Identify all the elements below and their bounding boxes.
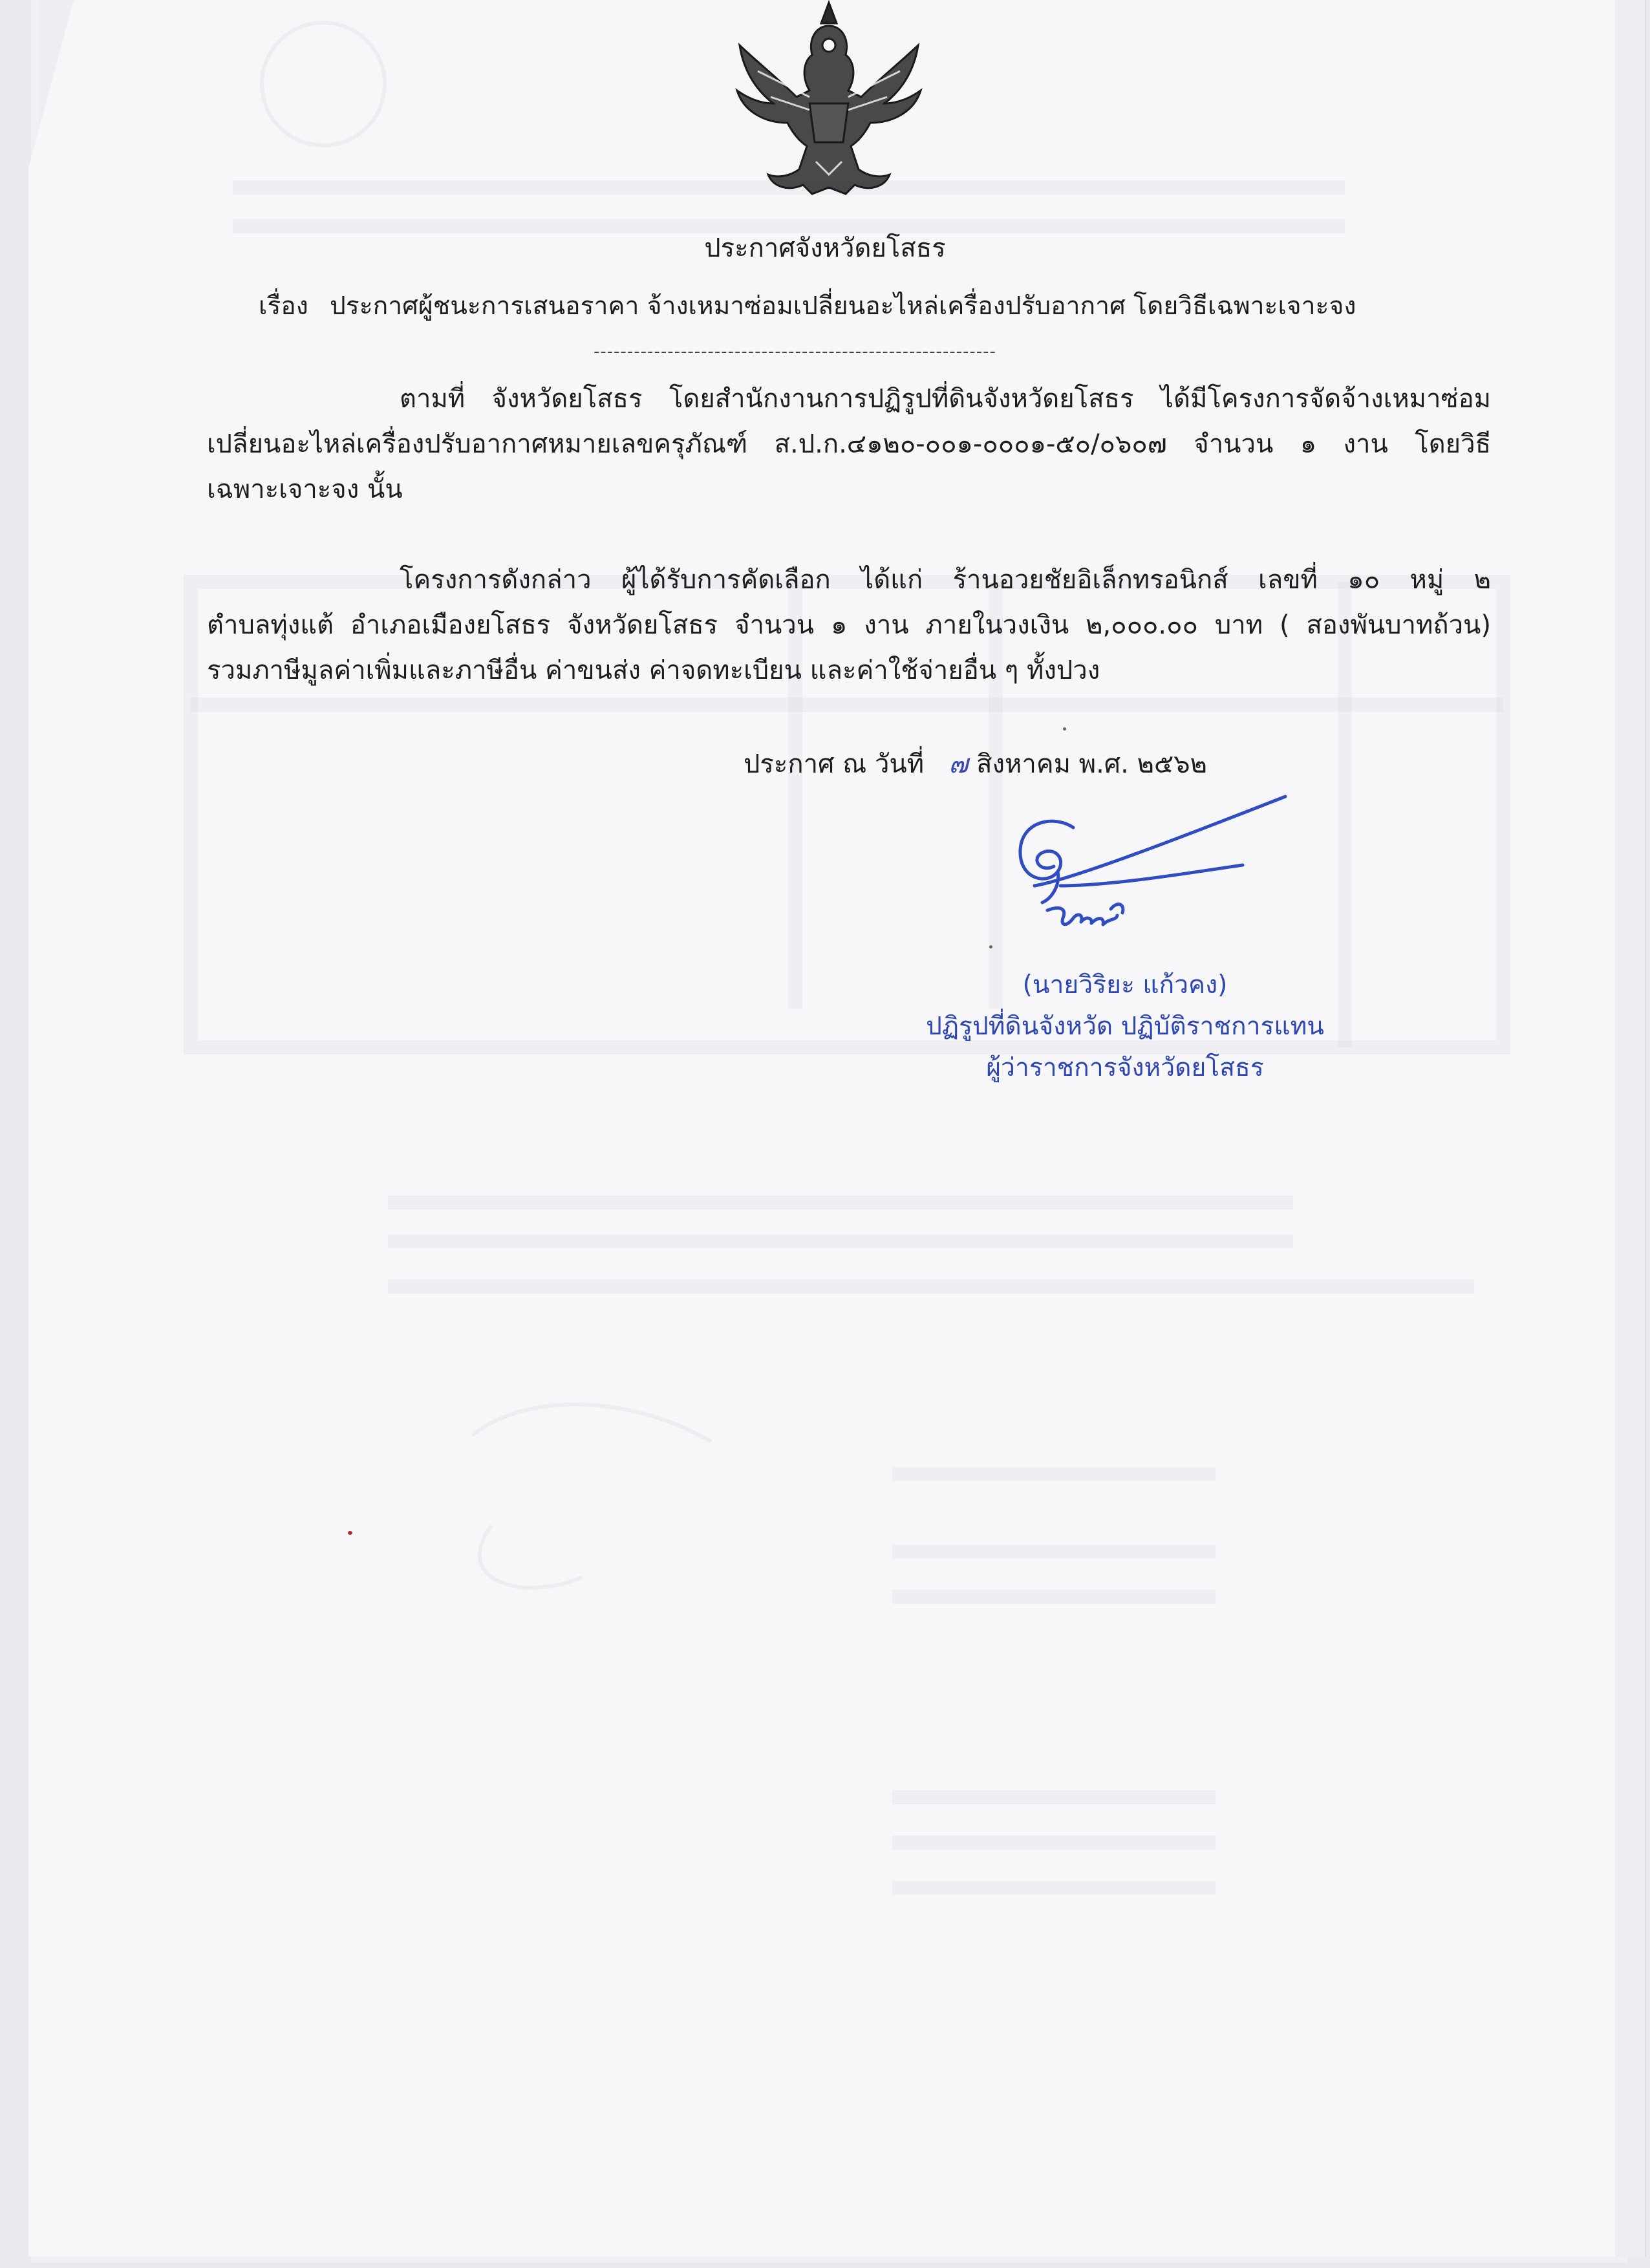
paragraph-2-line: ตำบลทุ่งแต้ อำเภอเมืองยโสธร จังหวัดยโสธร จำนวน ๑ งาน ภายในวงเงิน ๒,๐๐๐.๐๐ บาท ( สองพันบาทถ้วน) bbox=[207, 610, 1491, 640]
divider: ------------------------------------------------------------ bbox=[594, 342, 996, 361]
ink-speck bbox=[989, 945, 992, 948]
paragraph-1 bbox=[207, 376, 1491, 512]
ink-speck bbox=[1063, 727, 1066, 731]
signer-position: ปฏิรูปที่ดินจังหวัด ปฏิบัติราชการแทน bbox=[926, 1012, 1324, 1041]
paragraph-1-line: ตามที่ จังหวัดยโสธร โดยสำนักงานการปฏิรูปที่ดินจังหวัดยโสธร ได้มีโครงการจัดจ้างเหมาซ่อม bbox=[400, 384, 1491, 414]
announcement-date bbox=[744, 749, 1207, 780]
document-header: ประกาศจังหวัดยโสธร bbox=[704, 233, 946, 263]
garuda-emblem-icon bbox=[732, 0, 926, 200]
signer-name: (นายวิริยะ แก้วคง) bbox=[1022, 970, 1228, 1000]
paragraph-1-line: เฉพาะเจาะจง นั้น bbox=[207, 475, 403, 504]
paragraph-2-line: โครงการดังกล่าว ผู้ได้รับการคัดเลือก ได้แก่ ร้านอวยชัยอิเล็กทรอนิกส์ เลขที่ ๑๐ หมู่ ๒ bbox=[400, 565, 1491, 595]
subject-label: เรื่อง bbox=[259, 292, 308, 321]
paragraph-2-line: รวมภาษีมูลค่าเพิ่มและภาษีอื่น ค่าขนส่ง ค่าจดทะเบียน และค่าใช้จ่ายอื่น ๆ ทั้งปวง bbox=[207, 656, 1100, 685]
announce-prefix: ประกาศ ณ วันที่ bbox=[744, 749, 925, 779]
paragraph-1-line: เปลี่ยนอะไหล่เครื่องปรับอากาศหมายเลขครุภัณฑ์ ส.ป.ก.๔๑๒๐-๐๐๑-๐๐๐๑-๕๐/๐๖๐๗ จำนวน ๑ งาน โดยวิธี bbox=[207, 429, 1491, 459]
subject-text: ประกาศผู้ชนะการเสนอราคา จ้างเหมาซ่อมเปลี่ยนอะไหล่เครื่องปรับอากาศ โดยวิธีเฉพาะเจาะจง bbox=[330, 292, 1356, 321]
announce-day: ๗ bbox=[948, 749, 969, 779]
ink-speck bbox=[348, 1531, 352, 1535]
signer-position: ผู้ว่าราชการจังหวัดยโสธร bbox=[986, 1053, 1264, 1082]
handwritten-signature bbox=[996, 789, 1293, 950]
announce-month-year: สิงหาคม พ.ศ. ๒๕๖๒ bbox=[976, 749, 1208, 779]
subject-line bbox=[259, 291, 1356, 322]
paragraph-2 bbox=[207, 557, 1491, 693]
